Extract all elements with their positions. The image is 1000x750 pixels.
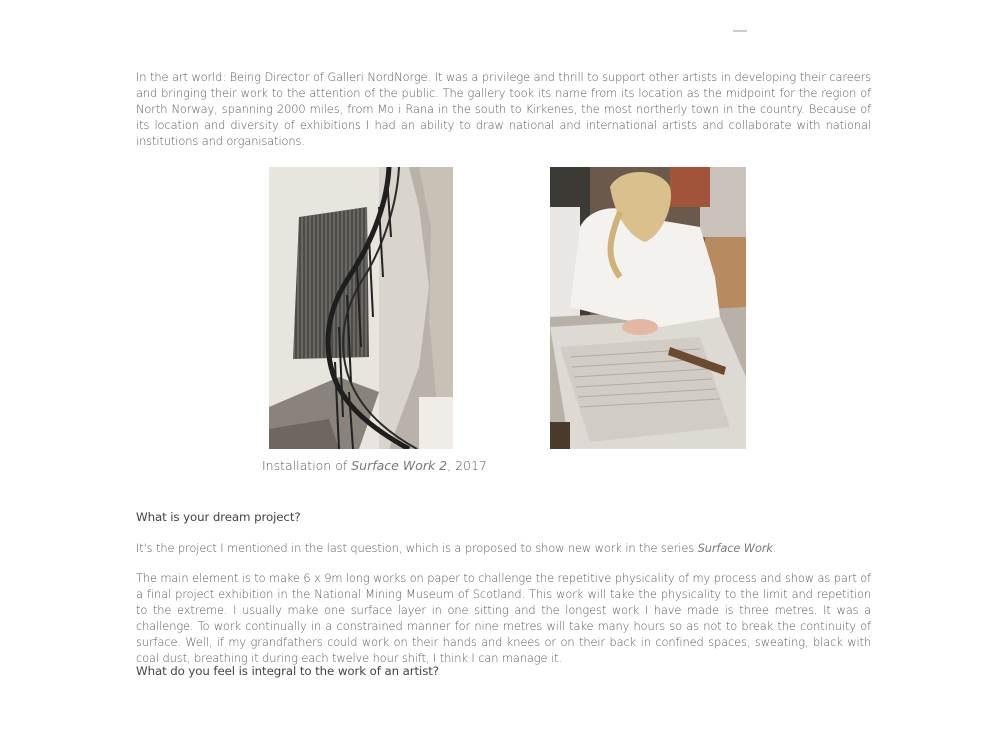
answer-dream-project	[136, 540, 871, 556]
question-integral	[136, 664, 871, 678]
question-dream-project	[136, 510, 871, 524]
caption-work-title: Surface Work 2	[351, 458, 448, 473]
question-heading-2: What do you feel is integral to the work of an artist?	[136, 664, 439, 678]
intro-section	[136, 69, 871, 149]
photo-caption	[262, 458, 487, 473]
answer-text: It's the project I mentioned in the last question, which is a proposed to show new work in the series	[136, 541, 698, 555]
installation-photo	[269, 167, 453, 449]
staircase-image	[269, 167, 453, 449]
intro-paragraph: In the art world: Being Director of Galleri NordNorge. It was a privilege and thrill to support other artists in developing their careers and bringing their work to the attention of the public. The gallery took its name from its location as the midpoint for the region of North Norway, spanning 2000 miles, from Mo i Rana in the south to Kirkenes, the most northerly town in the country. Because of its location and diversity of exhibitions I had an ability to draw national and international artists and collaborate with national institutions and organisations.	[136, 70, 871, 148]
caption-prefix: Installation of	[262, 458, 352, 473]
answer-end: .	[772, 541, 777, 555]
artist-image	[550, 167, 746, 449]
question-heading: What is your dream project?	[136, 510, 301, 524]
decorative-mark	[733, 30, 747, 32]
answer-dream-project-2	[136, 570, 871, 666]
artist-working-photo	[550, 167, 746, 449]
series-title: Surface Work	[697, 541, 773, 555]
answer-paragraph-2: The main element is to make 6 x 9m long works on paper to challenge the repetitive physicality of my process and show as part of a final project exhibition in the National Mining Museum of Scotland. This work will take the physicality to the limit and repetition to the extreme. I usually make one surface layer in one sitting and the longest work I have made is three metres. It was a challenge. To work continually in a constrained manner for nine metres will take many hours so as not to break the continuity of surface. Well, if my grandfathers could work on their hands and knees or on their back in confined spaces, sweating, black with coal dust, breathing it during each twelve hour shift, I think I can manage it.	[136, 571, 871, 665]
caption-year: , 2017	[447, 458, 487, 473]
answer-paragraph-1	[136, 540, 871, 556]
